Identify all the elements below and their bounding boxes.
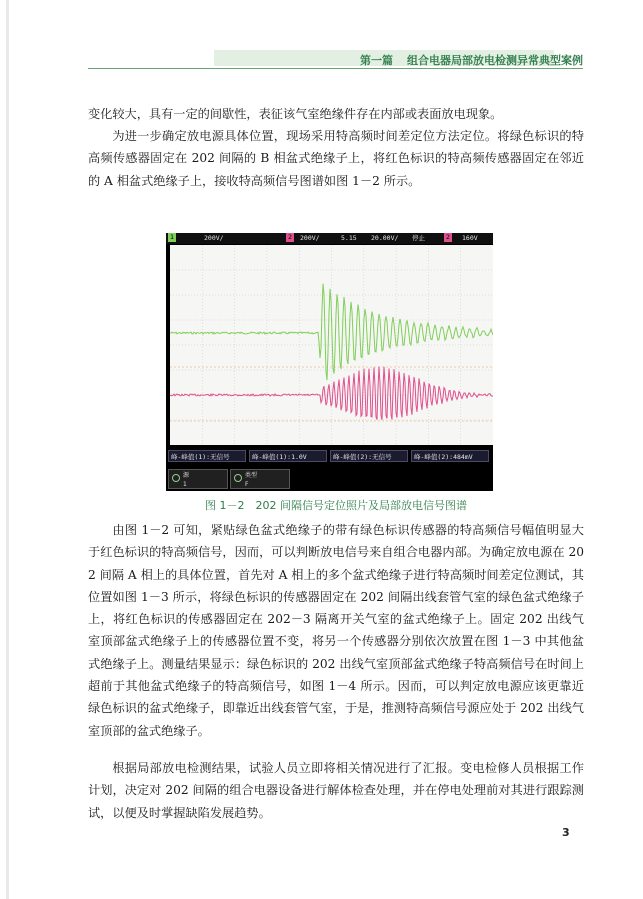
- softkey-source-value: 1: [183, 481, 187, 488]
- paragraph-3: 由图 1－2 可知，紧贴绿色盆式绝缘子的带有绿色标识传感器的特高频信号幅值明显大于红色标识的特高频信号，因而，可以判断放电信号来自组合电器内部。为确定放电源在 202 间隔 A 相上的具体位置，首先对 A 相上的多个盆式绝缘子进行特高频时间差定位测试，其位置如图 1－3 所示，将绿色标识的传感器固定在 202 间隔出线套管气室的绿色盆式绝缘子上，将红色标识的传感器固定在 202－3 隔离开关气室的盆式绝缘子上。固定 202 出线气室顶部盆式绝缘子上的传感器位置不变，将另一个传感器分别依次放置在图 1－3 中其他盆式绝缘子上。测量结果显示：绿色标识的 202 出线气室顶部盆式绝缘子特高频信号在时间上超前于其他盆式绝缘子的特高频信号，如图 1－4 所示。因而，可以判定放电源应该更靠近绿色标识的盆式绝缘子，即靠近出线套管气室，于是，推测特高频信号源应处于 202 出线气室顶部的盆式绝缘子。: [88, 523, 584, 738]
- paragraph-4: 根据局部放电检测结果，试验人员立即将相关情况进行了汇报。变电检修人员根据工作计划，决定对 202 间隔的组合电器设备进行解体检查处理，并在停电处理前对其进行跟踪测试，以便及时掌握缺陷发展趋势。: [88, 761, 584, 820]
- softkey-type: [230, 469, 290, 489]
- scope-screen: [170, 245, 493, 445]
- ch1-scale: 200V/: [204, 234, 224, 242]
- softkey-source: [168, 469, 228, 489]
- paragraph-2: 为进一步确定放电源具体位置，现场采用特高频时间差定位方法定位。将绿色标识的特高频传感器固定在 202 间隔的 B 相盆式绝缘子上，将红色标识的特高频传感器固定在邻近的 A 相盆式绝缘子上，接收特高频信号图谱如图 1－2 所示。: [88, 129, 584, 188]
- header-title: 组合电器局部放电检测异常典型案例: [407, 54, 583, 67]
- scope-grid: [170, 245, 493, 445]
- paragraph-1: 变化较大，具有一定的间歇性，表征该气室绝缘件存在内部或表面放电现象。: [88, 107, 503, 121]
- page-number: 3: [562, 826, 570, 839]
- measurement-2: 峰-峰值(1):1.0V: [249, 450, 327, 462]
- waveform-display: [170, 245, 493, 445]
- measurement-4: 峰-峰值(2):484mV: [411, 450, 489, 462]
- softkey-source-label: 源: [183, 472, 190, 479]
- header-part: 第一篇: [360, 54, 393, 67]
- time-offset: 5.15: [341, 234, 357, 242]
- page-edge: [6, 0, 9, 899]
- ch2-tag: 2: [288, 233, 292, 241]
- softkey-bar: [166, 467, 493, 491]
- softkey-knob-icon: [234, 474, 242, 482]
- softkey-type-value: F: [245, 481, 249, 488]
- ch1-tag: 1: [170, 233, 174, 241]
- timebase: 20.00V/: [371, 234, 399, 242]
- trigger-level: 160V: [462, 234, 478, 242]
- oscilloscope-figure: [166, 233, 493, 491]
- trigger-state: 停止: [412, 234, 425, 242]
- softkey-type-label: 类型: [245, 472, 258, 479]
- header-text: [360, 52, 583, 68]
- header-rule: [88, 68, 583, 69]
- measurement-1: 峰-峰值(1):无信号: [168, 450, 246, 462]
- trigger-channel-tag: 2: [446, 233, 450, 241]
- measurement-bar: [166, 447, 493, 465]
- scope-status-bar: [166, 233, 493, 244]
- softkey-knob-icon: [172, 474, 180, 482]
- ch2-scale: 200V/: [300, 234, 320, 242]
- running-header: [0, 42, 643, 68]
- figure-caption: 图 1－2 202 间隔信号定位照片及局部放电信号图谱: [205, 499, 467, 512]
- measurement-3: 峰-峰值(2):无信号: [330, 450, 408, 462]
